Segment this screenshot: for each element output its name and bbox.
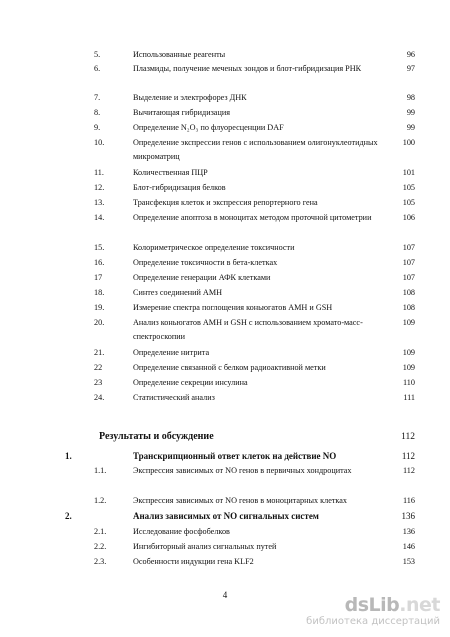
toc-entry-title: Использованные реагенты xyxy=(133,50,226,59)
watermark-subtitle: библиотека диссертаций xyxy=(306,616,440,627)
toc-entry-title: Анализ коньюгатов АМН и GSH с использованием хромато-масс-спектроскопии xyxy=(133,318,363,341)
toc-entry-number: 2.2. xyxy=(94,542,107,551)
toc-entry-number: 1. xyxy=(65,451,72,461)
toc-entry-number: 9. xyxy=(94,123,101,132)
toc-entry-page: 111 xyxy=(403,393,415,402)
toc-entry-page: 110 xyxy=(403,378,415,387)
toc-entry-page: 105 xyxy=(402,198,415,207)
toc-entry-page: 107 xyxy=(402,243,415,252)
toc-entry-title: Анализ зависимых от NO сигнальных систем xyxy=(133,511,319,521)
toc-entry-number: 2.1. xyxy=(94,527,107,536)
toc-entry-title: Определение связанной с белком радиоактивной метки xyxy=(133,363,326,372)
toc-entry-title: Определение токсичности в бета-клетках xyxy=(133,258,278,267)
toc-entry-page: 98 xyxy=(406,93,415,102)
toc-entry-page: 116 xyxy=(403,496,415,505)
toc-entry-number: 10. xyxy=(94,138,105,147)
toc-entry-number: 19. xyxy=(94,303,105,312)
toc-entry-title: Определение секреции инсулина xyxy=(133,378,248,387)
toc-entry-title: Блот-гибридизация белков xyxy=(133,183,226,192)
toc-entry-page: 96 xyxy=(406,50,415,59)
toc-entry-page: 101 xyxy=(402,168,415,177)
toc-entry-page: 108 xyxy=(402,303,415,312)
toc-entry-page: 109 xyxy=(402,348,415,357)
toc-entry-page: 112 xyxy=(403,466,415,475)
toc-entry-title: Экспрессия зависимых от NO генов в моноцитарных клетках xyxy=(133,496,348,505)
page-number: 4 xyxy=(222,590,228,600)
toc-entry-title: Вычитающая гибридизация xyxy=(133,108,230,117)
toc-entry-page: 106 xyxy=(402,213,415,222)
toc-entry-number: 17 xyxy=(94,273,103,282)
toc-entry-title: Определение апоптоза в моноцитах методом проточной цитометрии xyxy=(133,213,372,222)
toc-entry-page: 99 xyxy=(406,123,415,132)
toc-entry-number: 11. xyxy=(94,168,104,177)
toc-entry-page: 107 xyxy=(402,273,415,282)
toc-entry-page: 105 xyxy=(402,183,415,192)
watermark-logo xyxy=(345,594,440,616)
toc-entry-number: 2.3. xyxy=(94,557,107,566)
toc-entry-number: 2. xyxy=(65,511,72,521)
toc-entry-page: 99 xyxy=(406,108,415,117)
toc-entry-page: 109 xyxy=(402,318,415,327)
toc-entry-page: 153 xyxy=(402,557,415,566)
toc-entry-page: 136 xyxy=(402,527,415,536)
toc-entry-title: Определение экспрессии генов с использованием олигонуклеотидных микроматриц xyxy=(133,138,378,161)
watermark-logo-text: dsLib xyxy=(344,594,400,616)
toc-entry-number: 6. xyxy=(94,64,101,73)
toc-entry-title: Особенности индукции гена KLF2 xyxy=(133,557,254,566)
toc-entry-page: 108 xyxy=(402,288,415,297)
toc-entry-title: Синтез соединений АМН xyxy=(133,288,223,297)
toc-entry-number: 20. xyxy=(94,318,105,327)
toc-entry-number: 16. xyxy=(94,258,105,267)
toc-entry-number: 24. xyxy=(94,393,105,402)
toc-entry-title: Результаты и обсуждение xyxy=(99,431,214,442)
toc-entry-page: 136 xyxy=(401,511,415,521)
toc-entry-title: Выделение и электрофорез ДНК xyxy=(133,93,247,102)
toc-entry-number: 7. xyxy=(94,93,101,102)
toc-entry-number: 13. xyxy=(94,198,105,207)
toc-entry-number: 1.2. xyxy=(94,496,107,505)
toc-entry-title: Ингибиторный анализ сигнальных путей xyxy=(133,542,277,551)
toc-entry-title: Экспрессия зависимых от NO генов в первичных хондроцитах xyxy=(133,466,352,475)
toc-entry-title: Колориметрическое определение токсичности xyxy=(133,243,295,252)
toc-entry-number: 23 xyxy=(94,378,103,387)
toc-entry-page: 146 xyxy=(402,542,415,551)
toc-entry-title: Транскрипционный ответ клеток на действие NO xyxy=(133,451,337,461)
watermark xyxy=(282,592,442,632)
toc-entry-number: 22 xyxy=(94,363,103,372)
toc-entry-title: Трансфекция клеток и экспрессия репортерного гена xyxy=(133,198,318,207)
toc-entry-page: 109 xyxy=(402,363,415,372)
toc-entry-number: 15. xyxy=(94,243,105,252)
toc-entry-title: Определение N₂O₃ по флуоресценции DAF xyxy=(133,123,284,132)
toc-entry-title: Исследование фосфобелков xyxy=(133,527,230,536)
toc-entry-title: Определение генерации АФК клетками xyxy=(133,273,271,282)
toc-entry-title: Определение нитрита xyxy=(133,348,210,357)
toc-entry-title: Плазмиды, получение меченых зондов и блот-гибридизация РНК xyxy=(133,64,362,73)
toc-entry-number: 1.1. xyxy=(94,466,107,475)
toc-entry-page: 107 xyxy=(402,258,415,267)
toc-entry-number: 8. xyxy=(94,108,101,117)
toc-entry-number: 12. xyxy=(94,183,105,192)
toc-entry-number: 21. xyxy=(94,348,105,357)
toc-entry-page: 112 xyxy=(401,451,415,461)
toc-entry-title: Количественная ПЦР xyxy=(133,168,208,177)
toc-entry-number: 5. xyxy=(94,50,101,59)
toc-entry-number: 18. xyxy=(94,288,105,297)
toc-entry-page: 97 xyxy=(406,64,415,73)
toc-entry-title: Статистический анализ xyxy=(133,393,215,402)
toc-entry-page: 112 xyxy=(401,432,415,442)
toc-entry-title: Измерение спектра поглощения коньюгатов АМН и GSH xyxy=(133,303,333,312)
toc-entry-number: 14. xyxy=(94,213,105,222)
toc-entry-page: 100 xyxy=(402,138,415,147)
watermark-logo-domain: .net xyxy=(399,594,440,616)
